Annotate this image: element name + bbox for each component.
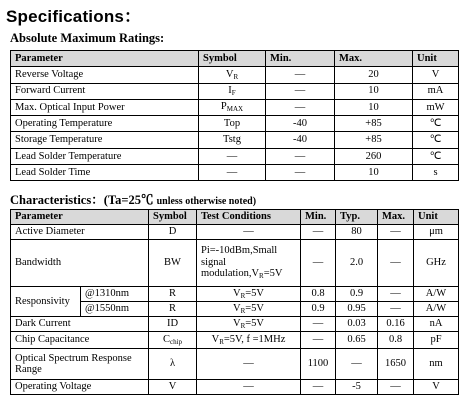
table-row — [11, 380, 459, 395]
min-cell: -40 — [266, 116, 335, 132]
min-cell: — — [266, 148, 335, 164]
typ-cell: 0.65 — [336, 332, 378, 349]
symbol-cell: $V_R$ — [199, 67, 266, 83]
unit-cell: V — [414, 380, 459, 395]
symbol-cell: — — [199, 165, 266, 181]
min-cell: -40 — [266, 132, 335, 148]
min-cell: — — [301, 225, 336, 240]
max-cell: — — [378, 225, 414, 240]
max-cell: 260 — [335, 148, 413, 164]
table-row — [11, 99, 459, 115]
table-row — [11, 332, 459, 349]
table-row — [11, 317, 459, 332]
min-cell: — — [266, 165, 335, 181]
min-cell: 0.8 — [301, 287, 336, 302]
min-cell: — — [301, 317, 336, 332]
abs-max-heading: Absolute Maximum Ratings: — [10, 31, 165, 45]
unit-cell: mA — [413, 83, 459, 99]
header-max: Max. — [335, 51, 413, 67]
condition-cell: — — [197, 225, 301, 240]
page-title: Specifications： — [6, 7, 142, 26]
symbol-cell: Top — [199, 116, 266, 132]
table-row — [11, 349, 459, 380]
header-test-conditions: Test Conditions — [197, 210, 301, 225]
table-row — [11, 148, 459, 164]
table-row — [11, 240, 459, 287]
max-cell: 10 — [335, 165, 413, 181]
max-cell: 1650 — [378, 349, 414, 380]
condition-cell: $V_R=5V$ — [197, 287, 301, 302]
param-cell: Operating Voltage — [11, 380, 149, 395]
condition-cell: — — [197, 349, 301, 380]
header-unit: Unit — [413, 51, 459, 67]
symbol-cell: V — [149, 380, 197, 395]
unit-cell: mW — [413, 99, 459, 115]
condition-cell: — — [197, 380, 301, 395]
typ-cell: — — [336, 349, 378, 380]
min-cell: — — [301, 380, 336, 395]
unit-cell: s — [413, 165, 459, 181]
table-row — [11, 67, 459, 83]
header-max: Max. — [378, 210, 414, 225]
characteristics-heading: Characteristics：(Ta=25℃ unless otherwise noted) — [10, 193, 257, 207]
table-row — [11, 287, 459, 302]
min-cell: — — [301, 332, 336, 349]
param-cell: Lead Solder Temperature — [11, 148, 199, 164]
max-cell: 10 — [335, 99, 413, 115]
max-cell: — — [378, 240, 414, 287]
abs-max-table — [10, 50, 459, 181]
param-cell: Operating Temperature — [11, 116, 199, 132]
condition-cell: $V_R=5V$ — [197, 302, 301, 317]
table-row — [11, 116, 459, 132]
param-cell: Active Diameter — [11, 225, 149, 240]
min-cell: — — [266, 83, 335, 99]
max-cell: +85 — [335, 132, 413, 148]
param-cell: Responsivity — [11, 287, 81, 317]
param-cell: Reverse Voltage — [11, 67, 199, 83]
typ-cell: -5 — [336, 380, 378, 395]
param-cell: Bandwidth — [11, 240, 149, 287]
min-cell: — — [301, 240, 336, 287]
symbol-cell: R — [149, 302, 197, 317]
table-header-row — [11, 51, 459, 67]
symbol-cell: $P_{MAX}$ — [199, 99, 266, 115]
max-cell: — — [378, 302, 414, 317]
symbol-cell: λ — [149, 349, 197, 380]
header-symbol: Symbol — [199, 51, 266, 67]
table-header-row — [11, 210, 459, 225]
header-typ: Typ. — [336, 210, 378, 225]
symbol-cell: BW — [149, 240, 197, 287]
unit-cell: A/W — [414, 302, 459, 317]
max-cell: 10 — [335, 83, 413, 99]
symbol-cell: R — [149, 287, 197, 302]
min-cell: 0.9 — [301, 302, 336, 317]
typ-cell: 0.95 — [336, 302, 378, 317]
symbol-cell: ID — [149, 317, 197, 332]
unit-cell: nm — [414, 349, 459, 380]
param-cell: Optical Spectrum Response Range — [11, 349, 149, 380]
condition-cell: $V_R=5V$ — [197, 317, 301, 332]
unit-cell: GHz — [414, 240, 459, 287]
param-cell: Storage Temperature — [11, 132, 199, 148]
min-cell: 1100 — [301, 349, 336, 380]
header-parameter: Parameter — [11, 210, 149, 225]
typ-cell: 2.0 — [336, 240, 378, 287]
max-cell: 0.16 — [378, 317, 414, 332]
header-symbol: Symbol — [149, 210, 197, 225]
unit-cell: ℃ — [413, 132, 459, 148]
unit-cell: A/W — [414, 287, 459, 302]
param-cell: Lead Solder Time — [11, 165, 199, 181]
header-min: Min. — [301, 210, 336, 225]
unit-cell: V — [413, 67, 459, 83]
min-cell: — — [266, 99, 335, 115]
unit-cell: nA — [414, 317, 459, 332]
min-cell: — — [266, 67, 335, 83]
unit-cell: pF — [414, 332, 459, 349]
max-cell: 20 — [335, 67, 413, 83]
max-cell: 0.8 — [378, 332, 414, 349]
symbol-cell: $C_{chip}$ — [149, 332, 197, 349]
condition-cell: Pi=-10dBm,Small signal $modulation,V_R=5V$ — [197, 240, 301, 287]
wavelength-cell: @1550nm — [81, 302, 149, 317]
unit-cell: ℃ — [413, 116, 459, 132]
typ-cell: 0.03 — [336, 317, 378, 332]
wavelength-cell: @1310nm — [81, 287, 149, 302]
param-cell: Max. Optical Input Power — [11, 99, 199, 115]
max-cell: — — [378, 287, 414, 302]
max-cell: — — [378, 380, 414, 395]
param-cell: Dark Current — [11, 317, 149, 332]
table-row — [11, 165, 459, 181]
typ-cell: 0.9 — [336, 287, 378, 302]
typ-cell: 80 — [336, 225, 378, 240]
max-cell: +85 — [335, 116, 413, 132]
symbol-cell: D — [149, 225, 197, 240]
table-row — [11, 83, 459, 99]
symbol-cell: — — [199, 148, 266, 164]
unit-cell: μm — [414, 225, 459, 240]
header-min: Min. — [266, 51, 335, 67]
param-cell: Chip Capacitance — [11, 332, 149, 349]
header-unit: Unit — [414, 210, 459, 225]
param-cell: Forward Current — [11, 83, 199, 99]
header-parameter: Parameter — [11, 51, 199, 67]
unit-cell: ℃ — [413, 148, 459, 164]
table-row — [11, 225, 459, 240]
characteristics-table — [10, 209, 459, 395]
table-row — [11, 132, 459, 148]
symbol-cell: $I_F$ — [199, 83, 266, 99]
condition-cell: $V_R=5V$, f =1MHz — [197, 332, 301, 349]
symbol-cell: Tstg — [199, 132, 266, 148]
